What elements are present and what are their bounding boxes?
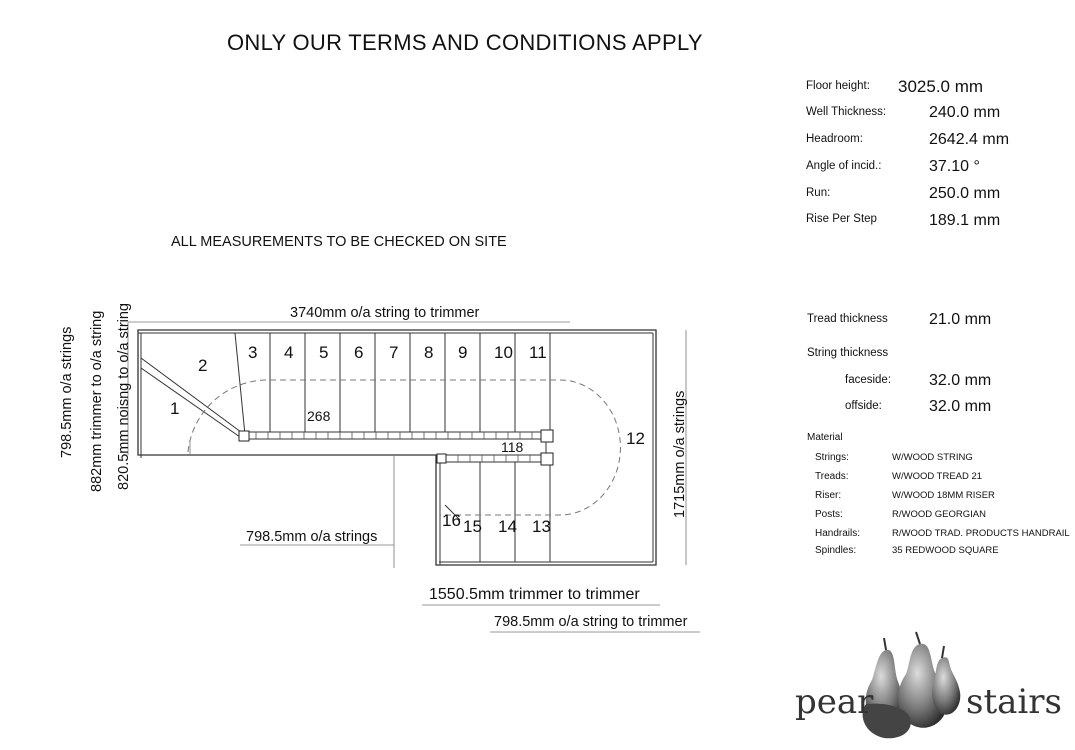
page-title: ONLY OUR TERMS AND CONDITIONS APPLY — [227, 30, 703, 55]
material-label-treads: Treads: — [815, 471, 849, 482]
dim-left-1: 798.5mm o/a strings — [59, 326, 75, 458]
spec-value-angle: 37.10 ° — [929, 158, 980, 175]
step-number: 4 — [284, 343, 294, 362]
spec-value-well-thickness: 240.0 mm — [929, 104, 1001, 121]
step-number: 6 — [354, 343, 364, 362]
step-number: 15 — [463, 517, 482, 536]
material-value-spindles: 35 REDWOOD SQUARE — [892, 545, 999, 556]
step-number: 3 — [248, 343, 258, 362]
string-thickness-label: String thickness — [807, 347, 889, 359]
material-label-strings: Strings: — [815, 452, 849, 463]
material-value-treads: W/WOOD TREAD 21 — [892, 471, 983, 482]
winder-lines — [141, 358, 245, 437]
faceside-value: 32.0 mm — [929, 372, 992, 389]
dim-left-3: 820.5mm noisng to o/a string — [116, 303, 132, 490]
material-value-handrails: R/WOOD TRAD. PRODUCTS HANDRAIL — [892, 528, 1070, 539]
material-value-riser: W/WOOD 18MM RISER — [892, 490, 995, 501]
step-number: 13 — [532, 517, 551, 536]
dim-left-2: 882mm trimmer to o/a string — [89, 310, 105, 492]
step-number: 8 — [424, 343, 434, 362]
step-number: 11 — [529, 343, 547, 362]
step-number: 14 — [498, 517, 517, 536]
walking-line — [188, 380, 620, 515]
site-check-note: ALL MEASUREMENTS TO BE CHECKED ON SITE — [171, 234, 507, 250]
offside-value: 32.0 mm — [929, 398, 992, 415]
step-number: 2 — [198, 356, 208, 375]
spec-value-run: 250.0 mm — [929, 185, 1001, 202]
pear-stairs-logo — [790, 630, 1062, 742]
dim-bottom-string: 798.5mm o/a string to trimmer — [494, 614, 688, 630]
label-268: 268 — [307, 408, 331, 424]
stair-outline — [138, 330, 656, 565]
dim-top: 3740mm o/a string to trimmer — [290, 305, 480, 321]
step-number: 16 — [442, 511, 461, 530]
faceside-label: faceside: — [845, 374, 892, 386]
spec-label-floor-height: Floor height: — [806, 80, 870, 92]
step-number: 12 — [626, 429, 645, 448]
offside-label: offside: — [845, 400, 882, 412]
spec-value-rise: 189.1 mm — [929, 212, 1001, 229]
material-label-spindles: Spindles: — [815, 545, 857, 556]
material-label-handrails: Handrails: — [815, 528, 861, 539]
spec-label-rise: Rise Per Step — [806, 213, 877, 225]
spec-value-floor-height: 3025.0 mm — [898, 77, 984, 96]
spec-label-headroom: Headroom: — [806, 133, 863, 145]
tread-thickness-label: Tread thickness — [807, 313, 888, 325]
material-label-riser: Riser: — [815, 490, 842, 501]
spec-value-headroom: 2642.4 mm — [929, 131, 1010, 148]
dim-bottom-left: 798.5mm o/a strings — [246, 529, 378, 545]
logo-word-pear: pear — [795, 682, 874, 722]
material-heading: Material — [807, 432, 843, 443]
dim-bottom-trimmer: 1550.5mm trimmer to trimmer — [429, 586, 640, 603]
dim-right: 1715mm o/a strings — [672, 390, 688, 518]
tread-thickness-value: 21.0 mm — [929, 311, 992, 328]
material-value-posts: R/WOOD GEORGIAN — [892, 509, 986, 520]
material-value-strings: W/WOOD STRING — [892, 452, 973, 463]
pear-icon — [858, 630, 968, 742]
logo-word-stairs: stairs — [966, 682, 1062, 722]
spec-label-angle: Angle of incid.: — [806, 160, 882, 172]
spec-label-run: Run: — [806, 187, 831, 199]
spec-label-well-thickness: Well Thickness: — [806, 106, 887, 118]
step-number: 9 — [458, 343, 468, 362]
label-118: 118 — [501, 439, 524, 455]
material-label-posts: Posts: — [815, 509, 843, 520]
step-number: 10 — [494, 343, 513, 362]
step-number: 7 — [389, 343, 399, 362]
step-number: 1 — [170, 399, 180, 418]
step-number: 5 — [319, 343, 329, 362]
